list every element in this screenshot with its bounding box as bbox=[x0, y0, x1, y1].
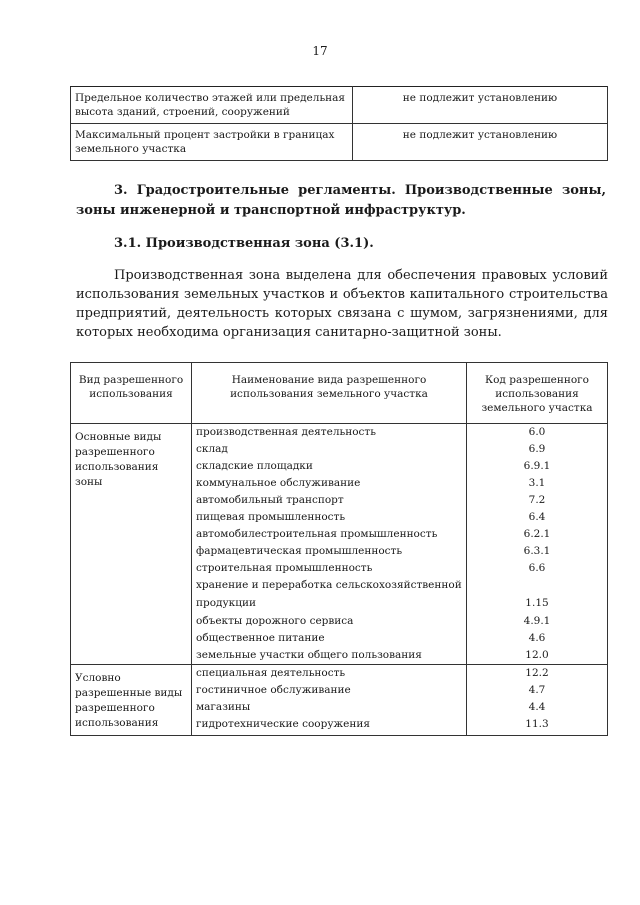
list-item: объекты дорожного сервиса bbox=[196, 615, 354, 627]
use-code: 6.0 bbox=[528, 426, 546, 438]
table-row bbox=[71, 87, 608, 124]
conditional-uses-codes bbox=[467, 665, 608, 736]
use-code: 1.15 bbox=[525, 597, 549, 609]
header-use-code: Код разрешенного использования земельного участка bbox=[467, 363, 608, 424]
use-code: 11.3 bbox=[525, 718, 549, 730]
list-item: складские площадки bbox=[196, 460, 313, 472]
use-code: 4.4 bbox=[528, 701, 546, 713]
list-item: склад bbox=[196, 443, 228, 455]
use-code: 4.6 bbox=[528, 632, 546, 644]
list-item: магазины bbox=[196, 701, 251, 713]
page-number: 17 bbox=[312, 44, 328, 58]
group-label: Условно разрешенные виды разрешенного использования bbox=[75, 672, 183, 729]
list-item: специальная деятельность bbox=[196, 667, 346, 679]
list-item: гидротехнические сооружения bbox=[196, 718, 371, 730]
list-item: продукции bbox=[196, 597, 256, 609]
limits-table bbox=[70, 86, 608, 161]
limit-label: Максимальный процент застройки в границах земельного участка bbox=[71, 124, 353, 161]
use-code: 6.2.1 bbox=[523, 528, 551, 540]
list-item: строительная промышленность bbox=[196, 562, 373, 574]
use-code: 12.2 bbox=[525, 667, 549, 679]
table-row-conditional-uses bbox=[71, 665, 608, 736]
use-code bbox=[467, 577, 607, 595]
subsection-heading: 3.1. Производственная зона (3.1). bbox=[114, 236, 374, 251]
list-item: коммунальное обслуживание bbox=[196, 477, 361, 489]
conditional-uses-names bbox=[192, 665, 467, 736]
limit-value: не подлежит установлению bbox=[353, 124, 608, 161]
use-code: 3.1 bbox=[528, 477, 546, 489]
group-main-label bbox=[71, 424, 192, 665]
use-code: 4.9.1 bbox=[523, 615, 551, 627]
use-code: 6.3.1 bbox=[523, 545, 551, 557]
list-item: хранение и переработка сельскохозяйственной bbox=[196, 579, 462, 591]
use-code: 7.2 bbox=[528, 494, 546, 506]
table-header-row bbox=[71, 363, 608, 424]
limit-value: не подлежит установлению bbox=[353, 87, 608, 124]
limit-label: Предельное количество этажей или предельная высота зданий, строений, сооружений bbox=[71, 87, 353, 124]
zone-description: Производственная зона выделена для обеспечения правовых условий использования земельных участков и объектов капитального строительства предприятий, деятельность которых связана с шумом, загрязнениями, для которых необходима организация санитарно-защитной зоны. bbox=[76, 268, 608, 340]
use-code: 12.0 bbox=[525, 649, 549, 661]
main-uses-codes bbox=[467, 424, 608, 665]
list-item: автомобильный транспорт bbox=[196, 494, 344, 506]
section-heading: 3. Градостроительные регламенты. Производственные зоны, зоны инженерной и транспортной инфраструктур. bbox=[76, 183, 606, 218]
list-item: гостиничное обслуживание bbox=[196, 684, 351, 696]
group-label: Основные виды разрешенного использования зоны bbox=[75, 431, 162, 488]
use-code: 4.7 bbox=[528, 684, 546, 696]
list-item: общественное питание bbox=[196, 632, 325, 644]
list-item: земельные участки общего пользования bbox=[196, 649, 422, 661]
table-row-main-uses bbox=[71, 424, 608, 665]
list-item: автомобилестроительная промышленность bbox=[196, 528, 438, 540]
land-use-table bbox=[70, 362, 608, 736]
use-code: 6.9.1 bbox=[523, 460, 551, 472]
use-code: 6.4 bbox=[528, 511, 546, 523]
use-code: 6.9 bbox=[528, 443, 546, 455]
main-uses-names bbox=[192, 424, 467, 665]
list-item: фармацевтическая промышленность bbox=[196, 545, 403, 557]
use-code: 6.6 bbox=[528, 562, 546, 574]
header-use-name: Наименование вида разрешенного использования земельного участка bbox=[192, 363, 467, 424]
list-item: пищевая промышленность bbox=[196, 511, 346, 523]
header-use-type: Вид разрешенного использования bbox=[71, 363, 192, 424]
list-item: производственная деятельность bbox=[196, 426, 376, 438]
group-conditional-label bbox=[71, 665, 192, 736]
table-row bbox=[71, 124, 608, 161]
